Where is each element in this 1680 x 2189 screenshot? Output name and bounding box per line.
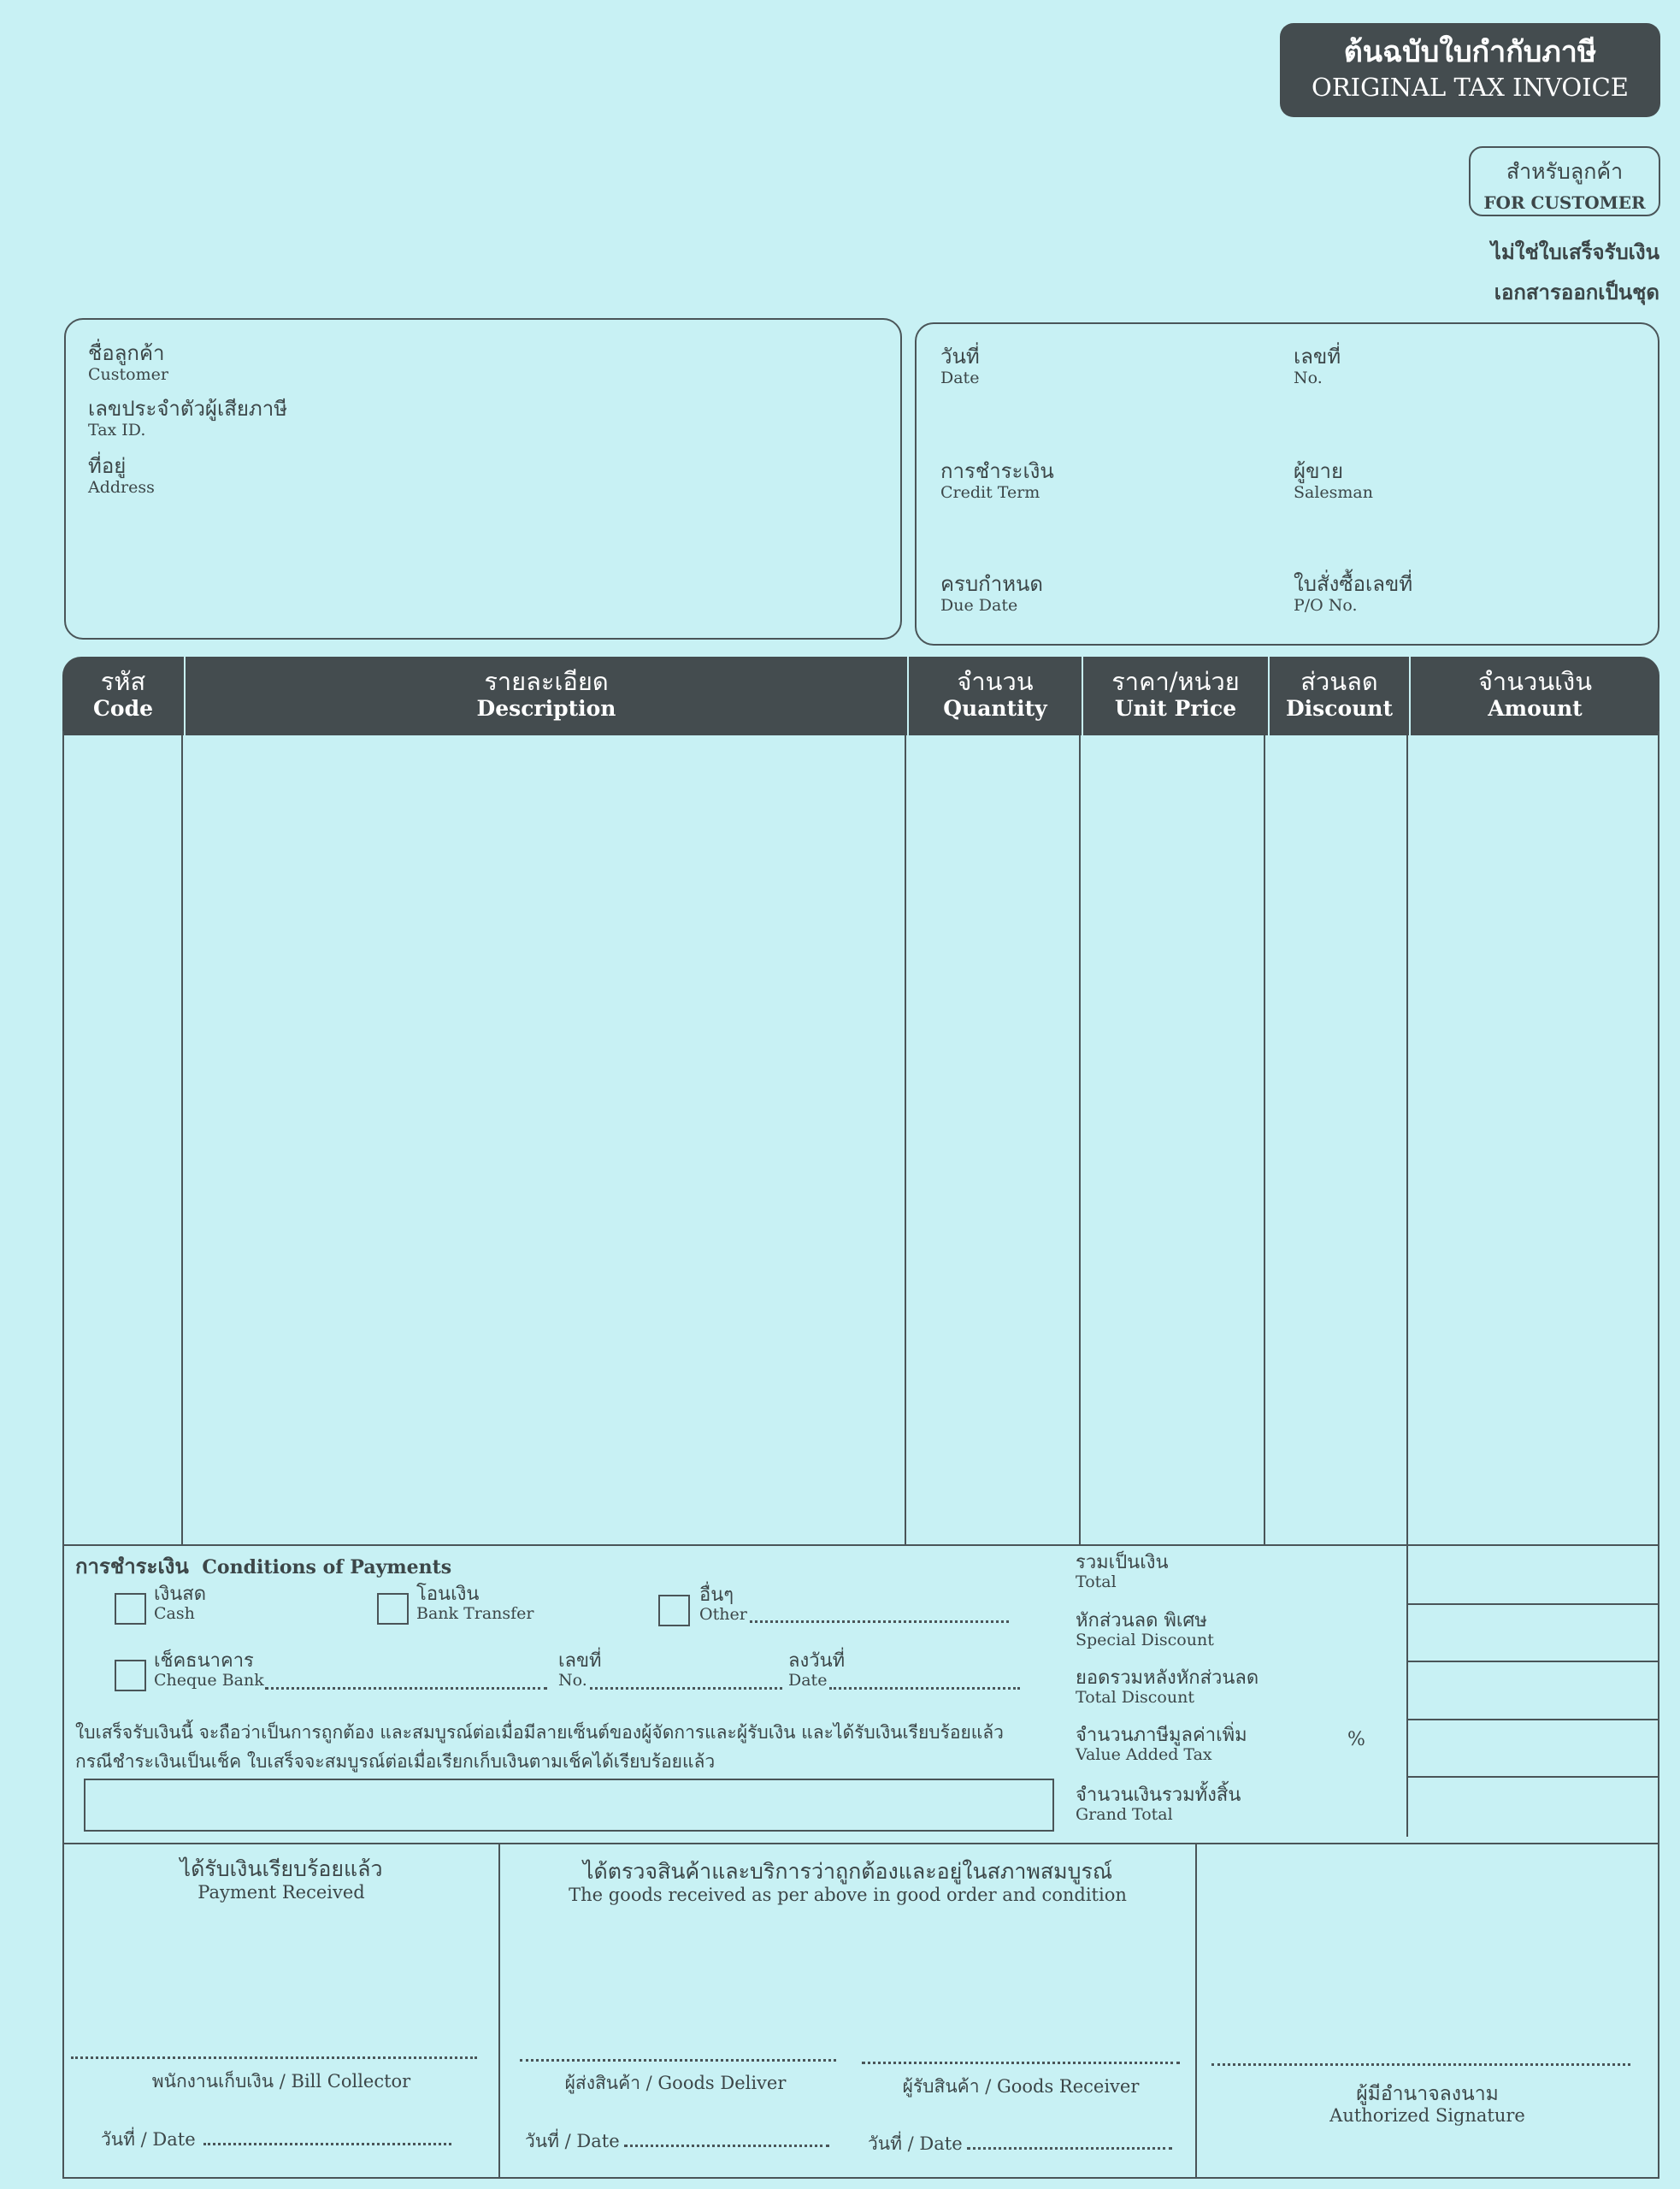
- remarks-box[interactable]: [84, 1779, 1054, 1832]
- cheque-date-label: ลงวันที่ Date: [788, 1650, 846, 1690]
- payment-received-heading: ได้รับเงินเรียบร้อยแล้ว Payment Received: [180, 1856, 383, 1903]
- column-header-discount: ส่วนลด Discount: [1285, 667, 1394, 721]
- set-document-note: เอกสารออกเป็นชุด: [1494, 280, 1659, 304]
- bill-collector-label: พนักงานเก็บเงิน / Bill Collector: [151, 2071, 411, 2092]
- total-label: รวมเป็นเงิน Total: [1076, 1552, 1169, 1592]
- copy-type-thai: สำหรับลูกค้า: [1506, 159, 1624, 184]
- grand-total-label: จำนวนเงินรวมทั้งสิ้น Grand Total: [1076, 1785, 1241, 1825]
- invoice-number-field[interactable]: เลขที่ No.: [1294, 345, 1341, 387]
- bank-transfer-label: โอนเงิน Bank Transfer: [416, 1584, 534, 1624]
- bank-transfer-checkbox[interactable]: [377, 1593, 409, 1625]
- goods-received-heading: ได้ตรวจสินค้าและบริการว่าถูกต้องและอยู่ในสภาพสมบูรณ์ The goods received as per above in good order and condition: [569, 1859, 1127, 1905]
- vat-percent-sign: %: [1347, 1729, 1365, 1750]
- document-title-badge: [1280, 23, 1660, 117]
- customer-info-box: [64, 318, 902, 640]
- goods-receiver-signature-line[interactable]: [862, 2062, 1180, 2064]
- other-fill-line[interactable]: [750, 1620, 1009, 1623]
- goods-deliver-date-line[interactable]: [624, 2145, 829, 2147]
- table-right-border: [1658, 731, 1659, 2179]
- goods-deliver-label: ผู้ส่งสินค้า / Goods Deliver: [564, 2073, 787, 2093]
- not-receipt-note: ไม่ใช่ใบเสร็จรับเงิน: [1490, 240, 1659, 264]
- cheque-checkbox[interactable]: [115, 1660, 146, 1691]
- cheque-number-fill-line[interactable]: [590, 1687, 782, 1690]
- signature-section-top: [62, 1843, 1659, 1844]
- payment-conditions-title: การชำระเงิน Conditions of Payments: [75, 1554, 452, 1578]
- column-header-code: รหัส Code: [93, 667, 153, 721]
- goods-deliver-signature-line[interactable]: [520, 2059, 836, 2062]
- grand-total-amount-cell[interactable]: [1411, 1780, 1655, 1837]
- goods-receiver-date-label: วันที่ / Date: [868, 2133, 963, 2154]
- special-discount-amount-cell[interactable]: [1411, 1608, 1655, 1657]
- bill-collector-signature-line[interactable]: [71, 2056, 477, 2059]
- column-header-description: รายละเอียด Description: [476, 667, 616, 721]
- cheque-label: เช็คธนาคาร Cheque Bank: [154, 1650, 264, 1690]
- total-discount-amount-cell[interactable]: [1411, 1665, 1655, 1714]
- salesman-field[interactable]: ผู้ขาย Salesman: [1294, 459, 1373, 502]
- goods-receiver-label: ผู้รับสินค้า / Goods Receiver: [902, 2076, 1140, 2097]
- due-date-field[interactable]: ครบกำหนด Due Date: [940, 572, 1043, 615]
- column-header-quantity: จำนวน Quantity: [943, 667, 1047, 721]
- customer-name-field[interactable]: ชื่อลูกค้า Customer: [88, 341, 168, 384]
- table-body-bottom: [62, 1544, 1659, 1546]
- column-header-amount: จำนวนเงิน Amount: [1477, 667, 1593, 721]
- tax-id-field[interactable]: เลขประจำตัวผู้เสียภาษี Tax ID.: [88, 397, 288, 440]
- receipt-terms-line-2: กรณีชำระเงินเป็นเช็ค ใบเสร็จจะสมบูรณ์ต่อเมื่อเรียกเก็บเงินตามเช็คได้เรียบร้อยแล้ว: [75, 1751, 716, 1772]
- title-english: ORIGINAL TAX INVOICE: [1312, 73, 1629, 103]
- bill-collector-date-label: วันที่ / Date: [101, 2129, 196, 2150]
- cash-checkbox[interactable]: [115, 1593, 146, 1625]
- cheque-date-fill-line[interactable]: [829, 1687, 1020, 1690]
- receipt-terms-line-1: ใบเสร็จรับเงินนี้ จะถือว่าเป็นการถูกต้อง และสมบูรณ์ต่อเมื่อมีลายเซ็นต์ของผู้จัดการและผู้รับเงิน และได้รับเงินเรียบร้อยแล้ว: [75, 1722, 1004, 1743]
- vat-label: จำนวนภาษีมูลค่าเพิ่ม Value Added Tax: [1076, 1725, 1247, 1765]
- cash-label: เงินสด Cash: [154, 1584, 207, 1624]
- table-left-border: [62, 731, 64, 2179]
- total-discount-label: ยอดรวมหลังหักส่วนลด Total Discount: [1076, 1667, 1259, 1708]
- title-thai: ต้นฉบับใบกำกับภาษี: [1343, 35, 1597, 69]
- goods-receiver-date-line[interactable]: [967, 2147, 1172, 2150]
- bill-collector-date-line[interactable]: [203, 2143, 451, 2145]
- authorized-signature-label: ผู้มีอำนาจลงนาม Authorized Signature: [1329, 2083, 1525, 2127]
- credit-term-field[interactable]: การชำระเงิน Credit Term: [940, 459, 1054, 502]
- other-checkbox[interactable]: [658, 1595, 690, 1626]
- authorized-signature-line[interactable]: [1211, 2063, 1630, 2066]
- items-table-header: [62, 657, 1659, 735]
- date-field[interactable]: วันที่ Date: [940, 345, 980, 387]
- special-discount-label: หักส่วนลด พิเศษ Special Discount: [1076, 1610, 1214, 1650]
- column-header-unit-price: ราคา/หน่วย Unit Price: [1111, 667, 1240, 721]
- po-number-field[interactable]: ใบสั่งซื้อเลขที่ P/O No.: [1294, 572, 1413, 615]
- cheque-bank-fill-line[interactable]: [265, 1687, 547, 1690]
- vat-amount-cell[interactable]: [1411, 1723, 1655, 1773]
- document-bottom-border: [62, 2177, 1659, 2179]
- cheque-number-label: เลขที่ No.: [558, 1650, 602, 1690]
- other-label: อื่นๆ Other: [699, 1584, 747, 1625]
- copy-type-box: [1469, 146, 1660, 216]
- total-amount-cell[interactable]: [1411, 1549, 1655, 1599]
- address-field[interactable]: ที่อยู่ Address: [88, 454, 155, 497]
- goods-deliver-date-label: วันที่ / Date: [525, 2131, 620, 2151]
- copy-type-english: FOR CUSTOMER: [1483, 192, 1646, 213]
